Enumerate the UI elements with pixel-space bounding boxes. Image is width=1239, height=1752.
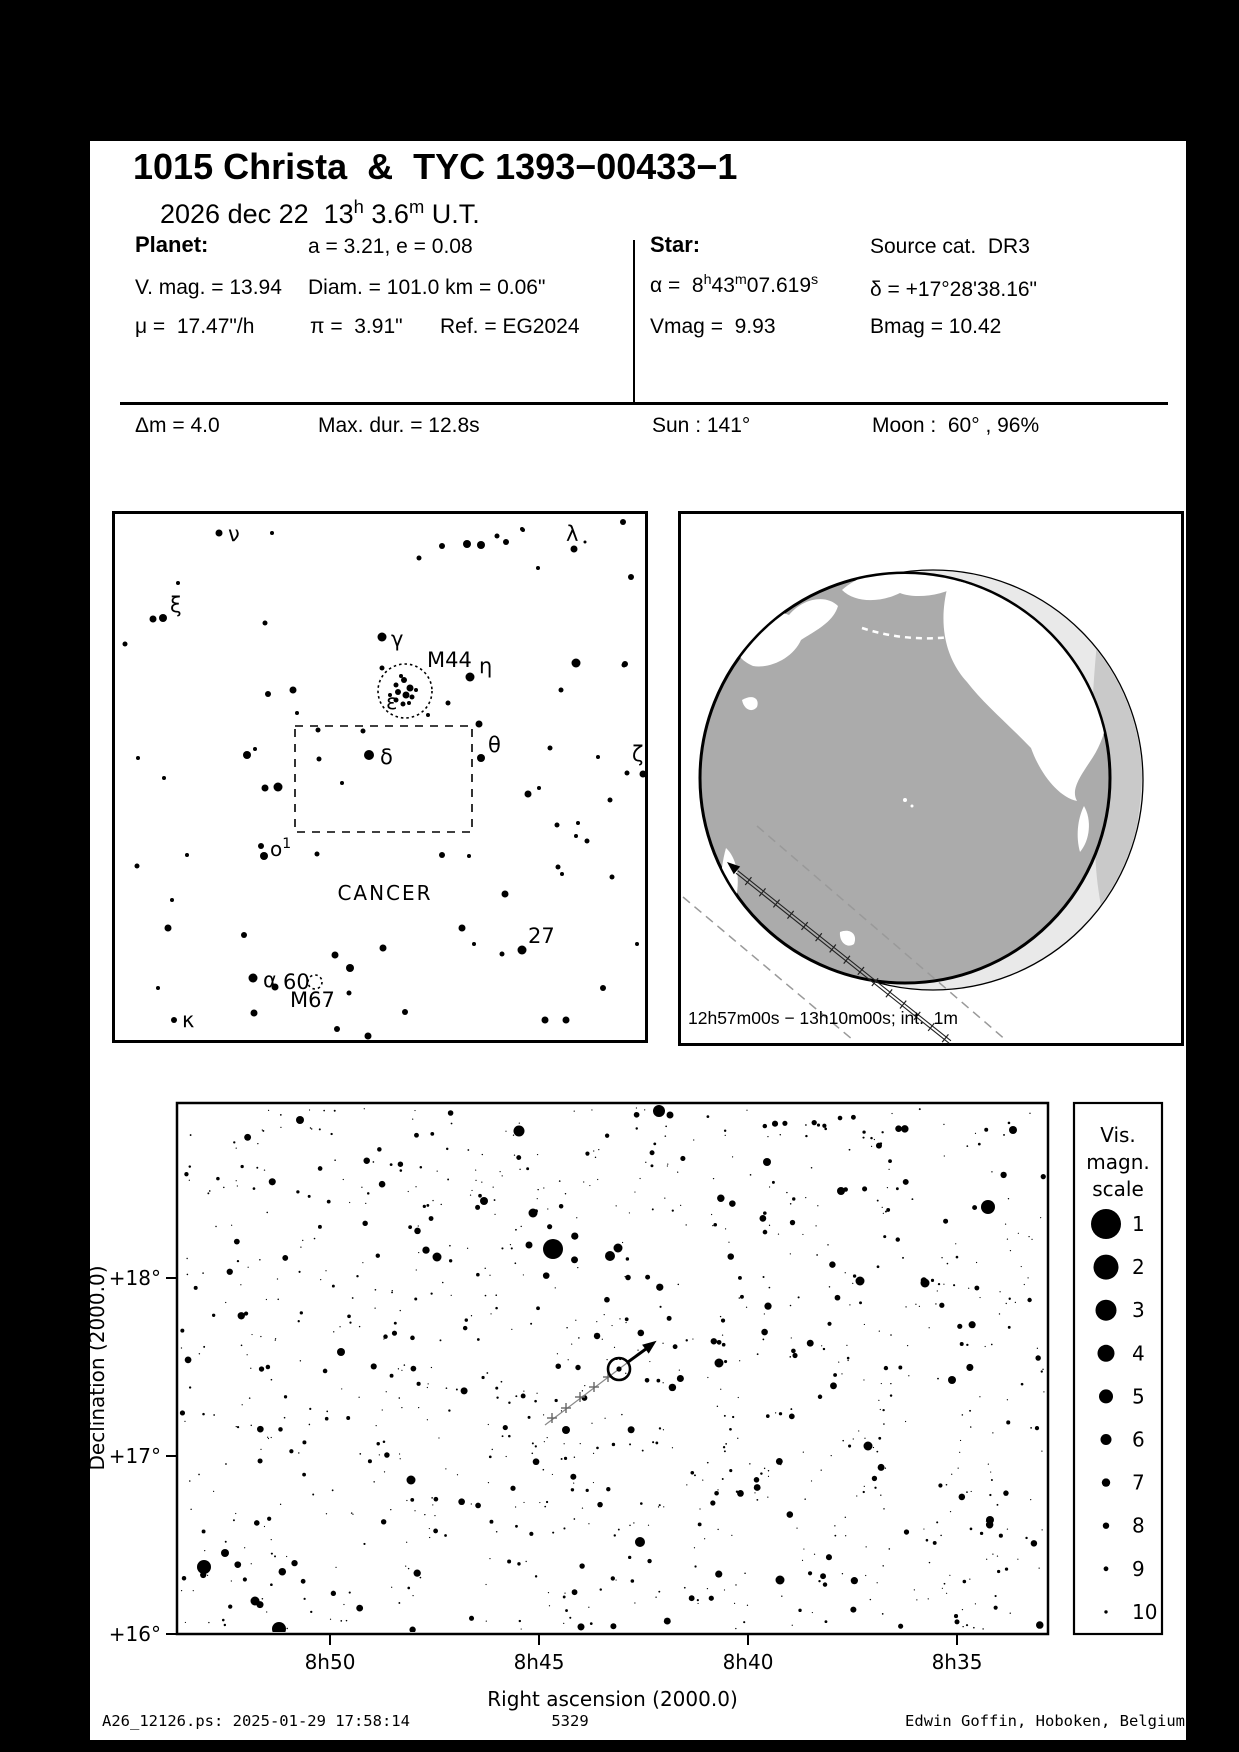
planet-diameter: Diam. = 101.0 km = 0.06" — [308, 276, 546, 299]
x-tick-label: 8h40 — [722, 1650, 774, 1674]
y-tick-label: +18° — [108, 1266, 161, 1290]
star-source-catalog: Source cat. DR3 — [870, 235, 1030, 258]
legend-title-line: Vis. — [1100, 1123, 1136, 1147]
greek-label-delta: δ — [380, 745, 393, 769]
o1-label: $o^1$ — [270, 836, 292, 861]
star-bmag: Bmag = 10.42 — [870, 315, 1002, 338]
legend-mag-label: 6 — [1132, 1427, 1145, 1452]
legend-mag-label: 2 — [1132, 1255, 1145, 1280]
legend-dot-mag-6 — [1101, 1434, 1112, 1445]
legend-mag-label: 4 — [1132, 1341, 1145, 1366]
moon-elongation: Moon : 60° , 96% — [872, 414, 1040, 437]
sun-elongation: Sun : 141° — [652, 414, 751, 437]
legend-dot-mag-9 — [1104, 1566, 1109, 1571]
magnitude-drop: Δm = 4.0 — [135, 414, 220, 437]
page-title: 1015 Christa & TYC 1393−00433−1 — [133, 146, 738, 187]
legend-dot-mag-3 — [1096, 1300, 1117, 1321]
footer-filename-timestamp: A26_12126.ps: 2025-01-29 17:58:14 — [102, 1712, 410, 1730]
greek-label-lambda: λ — [566, 522, 579, 546]
60-label: 60 — [283, 970, 310, 994]
star-dec: δ = +17°28'38.16" — [870, 278, 1038, 301]
x-tick-label: 8h50 — [304, 1650, 356, 1674]
legend-mag-label: 7 — [1132, 1470, 1145, 1495]
m44-label: M44 — [427, 648, 472, 672]
planet-mu: μ = 17.47"/h — [135, 315, 255, 338]
globe-time-caption: 12h57m00s − 13h10m00s; int. 1m — [688, 1008, 958, 1028]
greek-label-nu: ν — [228, 522, 240, 546]
legend-mag-label: 5 — [1132, 1384, 1145, 1409]
legend-dot-mag-2 — [1094, 1255, 1119, 1280]
greek-label-eta: η — [479, 654, 493, 678]
greek-label-alpha: α — [263, 968, 277, 992]
planet-vmag: V. mag. = 13.94 — [135, 276, 282, 299]
x-axis-title: Right ascension (2000.0) — [487, 1687, 738, 1711]
27-label: 27 — [528, 924, 555, 948]
legend-title-line: magn. — [1086, 1150, 1150, 1174]
legend-dot-mag-10 — [1104, 1610, 1107, 1613]
planet-heading: Planet: — [135, 232, 209, 257]
legend-mag-label: 1 — [1132, 1212, 1145, 1236]
legend-dot-mag-1 — [1091, 1209, 1121, 1239]
greek-label-kappa: κ — [182, 1008, 195, 1032]
star-vmag: Vmag = 9.93 — [650, 315, 776, 338]
star-ra: α = 8$^h$43$^m$07.619$^s$ — [650, 272, 819, 297]
m67-label: M67 — [290, 988, 335, 1012]
constellation-label: CANCER — [337, 881, 433, 905]
y-tick-label: +17° — [108, 1444, 161, 1468]
legend-dot-mag-8 — [1103, 1523, 1109, 1529]
star-heading: Star: — [650, 232, 701, 257]
y-tick-label: +16° — [108, 1622, 161, 1646]
greek-label-gamma: γ — [391, 627, 404, 651]
footer-author: Edwin Goffin, Hoboken, Belgium — [905, 1712, 1185, 1730]
legend-mag-label: 10 — [1132, 1599, 1158, 1624]
legend-dot-mag-4 — [1098, 1345, 1115, 1362]
planet-orbit: a = 3.21, e = 0.08 — [308, 235, 473, 258]
legend-mag-label: 3 — [1132, 1298, 1145, 1323]
legend-title-line: scale — [1092, 1177, 1144, 1201]
legend-mag-label: 9 — [1132, 1556, 1145, 1581]
legend-dot-mag-7 — [1102, 1478, 1110, 1486]
greek-label-theta: θ — [488, 733, 501, 757]
planet-ref: Ref. = EG2024 — [440, 315, 580, 338]
greek-label-xi: ξ — [170, 593, 182, 617]
legend-dot-mag-5 — [1099, 1389, 1113, 1403]
max-duration: Max. dur. = 12.8s — [318, 414, 480, 437]
x-tick-label: 8h45 — [513, 1650, 565, 1674]
footer-page-number: 5329 — [551, 1712, 589, 1730]
greek-label-epsilon: ε — [386, 690, 398, 714]
planet-parallax: π = 3.91" — [310, 315, 403, 338]
legend-mag-label: 8 — [1132, 1513, 1145, 1538]
greek-label-zeta: ζ — [632, 742, 644, 766]
event-datetime: 2026 dec 22 13$^h$ 3.6$^m$ U.T. — [160, 196, 480, 229]
y-axis-title: Declination (2000.0) — [85, 1265, 109, 1471]
x-tick-label: 8h35 — [931, 1650, 983, 1674]
